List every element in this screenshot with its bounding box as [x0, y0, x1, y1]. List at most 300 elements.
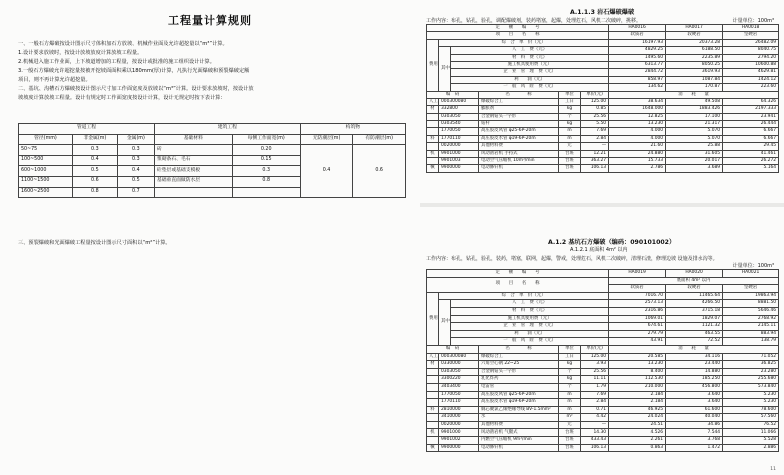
- table-row: [427, 330, 779, 338]
- table-row: [427, 368, 779, 376]
- res-price: 0.85: [581, 106, 609, 113]
- table-row: [427, 399, 779, 407]
- res-price: 106.13: [581, 444, 609, 452]
- res-category: 机: [427, 150, 439, 157]
- cost-value: 3619.93: [666, 69, 723, 76]
- res-qty: 15.733: [609, 158, 666, 165]
- res-category: 材: [427, 361, 439, 369]
- cost-value: 1121.32: [666, 323, 723, 331]
- rule-footnote: 三、预裂爆破和光面爆破工程量按设计图示尺寸面积以“m²”计算。: [18, 240, 171, 246]
- quota-table-2-body: [427, 270, 779, 452]
- res-category: 械: [427, 165, 439, 172]
- cost-value: 223.60: [723, 84, 779, 91]
- cost-value: 4266.50: [666, 300, 723, 308]
- th-res-code: 编 码: [427, 345, 479, 353]
- table-row: [427, 406, 779, 414]
- res-qty: 61.600: [666, 406, 723, 414]
- res-category: 材: [427, 106, 439, 113]
- res-unit: 个: [559, 368, 581, 376]
- table-row: [427, 69, 779, 76]
- res-qty: 24.880: [609, 150, 666, 157]
- cost-value: 883.94: [723, 330, 779, 338]
- res-category: [427, 143, 439, 150]
- res-qty: 1648.000: [609, 106, 666, 113]
- res-qty: 0.863: [609, 444, 666, 452]
- res-qty: 64.326: [723, 98, 779, 105]
- res-qty: 3.689: [666, 165, 723, 172]
- cost-label: 一 般 风 险 费（元）: [451, 84, 609, 91]
- res-qty: 6.667: [723, 135, 779, 142]
- res-category: [427, 391, 439, 399]
- cost-value: 138.79: [723, 338, 779, 346]
- res-unit: 工日: [559, 353, 581, 361]
- res-unit: 工日: [559, 98, 581, 105]
- res-price: 7.69: [581, 128, 609, 135]
- res-name: 乳化炸药: [479, 376, 559, 384]
- table-row: [427, 383, 779, 391]
- quota-code: HA0020: [666, 270, 723, 278]
- table-row: 1100~1500 0.6 0.5 基础垂直面做防水层 0.8: [19, 176, 406, 187]
- cost-value: 279.79: [609, 330, 666, 338]
- res-name: 铜芯聚氯乙烯绝缘导线 BV-1.5mm²: [479, 406, 559, 414]
- quota-code: HA0018: [723, 25, 779, 32]
- res-qty: 34.86: [666, 421, 723, 429]
- table-row: [427, 300, 779, 308]
- cost-label: 人 工 费（元）: [451, 300, 609, 308]
- cost-value: 6313.77: [609, 61, 666, 68]
- res-price: 2.84: [581, 135, 609, 142]
- page-title: 工程量计算规则: [168, 14, 252, 27]
- res-unit: m: [559, 128, 581, 135]
- res-qty: 21.60: [609, 143, 666, 150]
- res-qty: 5.528: [723, 437, 779, 445]
- res-qty: 5.164: [723, 165, 779, 172]
- th-nonmetal: 非金属(m): [72, 134, 117, 145]
- res-unit: m: [559, 391, 581, 399]
- section-1-unit: 计量单位：100m³: [732, 18, 774, 24]
- rule-para-4: 3.一般石方爆破允许超挖量按被开挖坡面面积乘以180mm(厚)计算，凡执行光面爆破和预裂爆破定额: [18, 68, 250, 74]
- res-name: 内燃空气压缩机 9m³/min: [479, 437, 559, 445]
- res-price: 12.21: [581, 150, 609, 157]
- cost-value: 463.55: [666, 330, 723, 338]
- res-category: [427, 128, 439, 135]
- table-row: [427, 361, 779, 369]
- res-unit: 个: [559, 383, 581, 391]
- res-qty: 3.640: [666, 391, 723, 399]
- cost-label: 材 料 费（元）: [451, 307, 609, 315]
- section-2-unit: 计量单位：100m³: [732, 263, 774, 269]
- res-name: 钻杆: [479, 121, 559, 128]
- res-code: 0303540: [439, 121, 479, 128]
- table-row: [427, 165, 779, 172]
- res-code: 0020000: [439, 143, 479, 150]
- quota-table-1: [426, 24, 779, 173]
- th-res-name: 名 称: [479, 345, 559, 353]
- res-qty: 185.250: [666, 376, 723, 384]
- res-qty: 2.184: [609, 399, 666, 407]
- res-name: 膨胀剂: [479, 106, 559, 113]
- res-unit: 元: [559, 143, 581, 150]
- th-res-qty: 消 耗 量: [609, 345, 779, 353]
- workface-width-table: [18, 123, 406, 198]
- cost-label: 一 般 风 险 费（元）: [451, 338, 609, 346]
- th-res-price: 单价(元): [581, 91, 609, 98]
- res-qty: 34.116: [666, 353, 723, 361]
- cost-label: 企 业 管 理 费（元）: [451, 323, 609, 331]
- res-qty: 78.600: [723, 406, 779, 414]
- cost-value: 1087.84: [666, 76, 723, 83]
- res-qty: 7.544: [666, 429, 723, 437]
- res-code: 1770110: [439, 399, 479, 407]
- table-row: [427, 414, 779, 422]
- section-2-sub: A.1.2.1 底面积 4m² 以内: [570, 247, 628, 253]
- res-qty: 38.634: [609, 98, 666, 105]
- table-row: [427, 91, 779, 98]
- res-qty: 11.066: [723, 429, 779, 437]
- res-qty: 2.184: [609, 391, 666, 399]
- res-name: 风动凿岩机 气腿式: [479, 429, 559, 437]
- res-qty: 14.880: [666, 368, 723, 376]
- res-price: 11.11: [581, 376, 609, 384]
- th-pipe: 管道工程: [19, 124, 155, 135]
- section-2-code: A.1.2 基坑石方爆破（编码：090101002）: [548, 239, 676, 246]
- res-qty: 2.786: [609, 165, 666, 172]
- res-category: 机: [427, 429, 439, 437]
- res-unit: 元: [559, 421, 581, 429]
- res-name: 合金钢钻头一字形: [479, 113, 559, 120]
- cost-value: 2145.11: [723, 323, 779, 331]
- item-name: 软质岩: [609, 32, 666, 39]
- res-name: 电动修钎机: [479, 444, 559, 452]
- cost-value: 8881.50: [723, 300, 779, 308]
- res-price: 125.00: [581, 353, 609, 361]
- rule-para-6: 二、基坑、沟槽石方爆破按设计图示尺寸加工作面宽度及放坡以“m³”计算。设计要求放坡时，按设计放: [18, 86, 254, 92]
- res-category: [427, 376, 439, 384]
- quota-table-2: [426, 269, 779, 452]
- table-row: 600~1000 0.5 0.4 砼垫层或基础支模板 0.3: [19, 166, 406, 177]
- res-qty: 13.230: [609, 361, 666, 369]
- quota-code: HA0017: [666, 25, 723, 32]
- cost-value: 10600.88: [723, 61, 779, 68]
- res-qty: 20.585: [609, 353, 666, 361]
- res-price: 14.30: [581, 429, 609, 437]
- section-1-code: A.1.1.3 岩石爆破爆破: [570, 9, 635, 16]
- res-qty: 2197.333: [723, 106, 779, 113]
- res-code: 9901003: [439, 158, 479, 165]
- th-item-name: 项 目 名 称: [427, 32, 609, 39]
- cost-value: 170.87: [666, 84, 723, 91]
- res-name: 电动空气压缩机 10m³/min: [479, 158, 559, 165]
- res-unit: kg: [559, 361, 581, 369]
- res-code: 1770050: [439, 128, 479, 135]
- res-category: 料: [427, 406, 439, 414]
- res-unit: kg: [559, 376, 581, 384]
- res-unit: 台班: [559, 444, 581, 452]
- side-in: 其中: [439, 47, 451, 91]
- res-code: 0330000: [439, 361, 479, 369]
- res-price: —: [581, 143, 609, 150]
- res-price: 0.71: [581, 406, 609, 414]
- page-number: 11: [770, 467, 776, 472]
- table-row: [427, 421, 779, 429]
- res-name: 风动凿岩机 手持式: [479, 150, 559, 157]
- cost-value: 1495.60: [609, 54, 666, 61]
- res-code: 3300220: [439, 376, 479, 384]
- res-category: 人工: [427, 353, 439, 361]
- res-qty: 17.100: [666, 113, 723, 120]
- res-name: 水: [479, 414, 559, 422]
- res-code: 0303050: [439, 113, 479, 120]
- total-label: 综 合 单 价（元）: [439, 39, 609, 46]
- res-qty: 23.280: [723, 368, 779, 376]
- total-value: 20373.28: [666, 39, 723, 46]
- rule-para-1: 一、一般石方爆破按设计图示尺寸体积加石方放坡、机械作业面及允许超挖量以“m³”计算。: [18, 41, 228, 47]
- res-category: [427, 399, 439, 407]
- res-category: 人工: [427, 98, 439, 105]
- section-2-content: 工作内容：布孔，钻孔，验孔，装药，堵塞，联网，起爆，警戒，处理危石，风机二次破碎，清理石渣，修理边坡 设施及排水沟等。: [426, 256, 718, 262]
- res-category: [427, 414, 439, 422]
- th-res-price: 单价(元): [581, 345, 609, 353]
- th-quota-code: 定 额 编 号: [427, 270, 609, 278]
- res-qty: 6.667: [723, 128, 779, 135]
- item-name: 坚硬岩: [723, 32, 779, 39]
- cost-label: 人 工 费（元）: [451, 47, 609, 54]
- table-row: [427, 150, 779, 157]
- res-qty: 1.472: [666, 444, 723, 452]
- res-code: 000300080: [439, 353, 479, 361]
- cost-label: 施工机具使用费（元）: [451, 315, 609, 323]
- res-code: 1770050: [439, 391, 479, 399]
- table-row: 100~500 0.4 0.3 浆砌条石、毛石 0.15: [19, 155, 406, 166]
- cost-value: 2768.92: [723, 315, 779, 323]
- res-price: 4.42: [581, 414, 609, 422]
- table-row: [427, 54, 779, 61]
- item-name: 较硬岩: [666, 285, 723, 293]
- cost-value: 4829.25: [609, 47, 666, 54]
- table-row: [427, 128, 779, 135]
- res-qty: 26.272: [723, 158, 779, 165]
- res-price: 3.93: [581, 361, 609, 369]
- cost-value: 2794.20: [723, 54, 779, 61]
- res-qty: 46.925: [609, 406, 666, 414]
- cost-label: 利 润（元）: [451, 76, 609, 83]
- res-qty: 112.530: [609, 376, 666, 384]
- res-code: 9901000: [439, 150, 479, 157]
- res-qty: 255.680: [723, 376, 779, 384]
- res-unit: 台班: [559, 158, 581, 165]
- table-row: [427, 121, 779, 128]
- res-qty: 3.640: [666, 399, 723, 407]
- table-row: [427, 444, 779, 452]
- res-qty: 12.825: [609, 113, 666, 120]
- res-name: 高压胶皮风管 φ25-6P-20m: [479, 128, 559, 135]
- res-price: 106.13: [581, 165, 609, 172]
- rules-text: [18, 40, 410, 103]
- res-name: 高压胶皮水管 φ19-6P-20m: [479, 399, 559, 407]
- cost-value: 6188.50: [666, 47, 723, 54]
- res-name: 其他材料费: [479, 143, 559, 150]
- cost-label: 企 业 管 理 费（元）: [451, 69, 609, 76]
- table-row: [427, 47, 779, 54]
- item-name: 软质岩: [609, 285, 666, 293]
- res-name: 合金钢钻头一字形: [479, 368, 559, 376]
- th-slope: 构筑物: [300, 124, 405, 135]
- res-qty: 5.230: [723, 399, 779, 407]
- res-price: 5.50: [581, 121, 609, 128]
- th-with-damp: 有防潮层(m): [353, 134, 406, 145]
- res-price: 7.69: [581, 391, 609, 399]
- res-qty: 76.52: [723, 421, 779, 429]
- res-unit: m: [559, 406, 581, 414]
- res-qty: 573.840: [723, 383, 779, 391]
- table-row: [427, 353, 779, 361]
- table-row: 50~75 0.3 0.3 砖 0.20 0.4 0.6: [19, 145, 406, 156]
- rule-para-7: 坡坡度计算放坡工程量。设计有规定时工作面宽度按设计计算，设计无规定时按下表计算：: [18, 95, 226, 101]
- table-row: [427, 39, 779, 46]
- res-code: 9900000: [439, 444, 479, 452]
- res-unit: 台班: [559, 429, 581, 437]
- quota-code: HA0019: [609, 270, 666, 278]
- res-qty: 4.526: [609, 429, 666, 437]
- res-code: 9901002: [439, 437, 479, 445]
- res-name: 电动修钎机: [479, 165, 559, 172]
- res-code: 0303050: [439, 368, 479, 376]
- cost-label: 材 料 费（元）: [451, 54, 609, 61]
- res-qty: 21.317: [666, 121, 723, 128]
- rule-para-3: 2.机械进入施工作业面，上下坡道增加的工程量，按设计或批准的施工组织设计计算。: [18, 59, 215, 65]
- res-qty: 4.000: [609, 135, 666, 142]
- res-qty: 3.768: [666, 437, 723, 445]
- res-qty: 40.040: [666, 414, 723, 422]
- cost-label: 利 润（元）: [451, 330, 609, 338]
- cost-value: 4629.81: [723, 69, 779, 76]
- th-base-material: 基础材料: [154, 134, 232, 145]
- res-price: 1.79: [581, 383, 609, 391]
- res-unit: m: [559, 135, 581, 142]
- res-category: [427, 158, 439, 165]
- res-code: 3403400: [439, 383, 479, 391]
- res-code: 0020000: [439, 421, 479, 429]
- th-quota-code: 定 额 编 号: [427, 25, 609, 32]
- side-fee: 费用: [427, 292, 439, 345]
- table-row: [427, 25, 779, 32]
- res-code: 2810000: [439, 406, 479, 414]
- section-1-content: 工作内容：布孔，钻孔，验孔，调配爆破剂，装药堵塞，起爆，处理危石，风机二次破碎，挑移。: [426, 18, 642, 24]
- cost-value: 674.61: [609, 323, 666, 331]
- res-category: [427, 121, 439, 128]
- table-row: [427, 98, 779, 105]
- res-unit: kg: [559, 121, 581, 128]
- res-qty: 5.070: [666, 135, 723, 142]
- res-qty: 210.000: [609, 383, 666, 391]
- res-category: [427, 421, 439, 429]
- res-name: 高压胶皮水管 φ19-6P-20m: [479, 135, 559, 142]
- th-res-unit: 单位: [559, 91, 581, 98]
- res-unit: 台班: [559, 437, 581, 445]
- total-value: 26482.09: [723, 39, 779, 46]
- cost-value: 2235.89: [666, 54, 723, 61]
- quota-code: HA0021: [723, 270, 779, 278]
- res-price: 125.00: [581, 98, 609, 105]
- th-pipe-dia: 管径(mm): [19, 134, 73, 145]
- res-name: 爆破综合工: [479, 98, 559, 105]
- res-qty: 29.45: [723, 143, 779, 150]
- cost-value: 858.97: [609, 76, 666, 83]
- res-qty: 25.88: [666, 143, 723, 150]
- th-item-name: 项 目 名 称: [427, 277, 609, 292]
- res-price: 433.43: [581, 437, 609, 445]
- res-qty: 23.941: [723, 113, 779, 120]
- res-unit: 个: [559, 113, 581, 120]
- res-code: 3410000: [439, 414, 479, 422]
- item-name: 较硬岩: [666, 32, 723, 39]
- res-category: [427, 383, 439, 391]
- cost-value: 43.91: [609, 338, 666, 346]
- res-qty: 23.440: [666, 361, 723, 369]
- cost-value: 8040.75: [723, 47, 779, 54]
- table-row: [427, 158, 779, 165]
- slope-with-damp: 0.6: [353, 145, 406, 198]
- table-row: [427, 113, 779, 120]
- res-qty: 41.461: [723, 150, 779, 157]
- quota-table-1-body: [427, 25, 779, 173]
- res-qty: 456.800: [666, 383, 723, 391]
- res-qty: 2.886: [723, 444, 779, 452]
- res-qty: 26.444: [723, 121, 779, 128]
- table-row: [427, 76, 779, 83]
- table-row: [427, 277, 779, 285]
- total-value: 11465.64: [666, 292, 723, 300]
- table-row: [427, 32, 779, 39]
- cost-value: 1424.12: [723, 76, 779, 83]
- cost-value: 5646.46: [723, 307, 779, 315]
- table-row: [427, 106, 779, 113]
- table-row: [427, 437, 779, 445]
- table-row: [427, 376, 779, 384]
- res-code: 9901000: [439, 429, 479, 437]
- rule-para-5: 项目，则不再计算允许超挖量。: [18, 77, 91, 83]
- res-qty: 24.024: [609, 414, 666, 422]
- th-res-unit: 单位: [559, 345, 581, 353]
- res-unit: kg: [559, 106, 581, 113]
- slope-no-damp: 0.4: [300, 145, 353, 198]
- table-row: [427, 391, 779, 399]
- res-code: 000300080: [439, 98, 479, 105]
- total-value: 7016.70: [609, 292, 666, 300]
- table-row: [427, 338, 779, 346]
- cost-value: 2844.72: [609, 69, 666, 76]
- side-in: 其中: [439, 300, 451, 346]
- res-unit: m³: [559, 414, 581, 422]
- res-qty: 36.825: [723, 361, 779, 369]
- res-name: 其他材料费: [479, 421, 559, 429]
- th-res-name: 名 称: [479, 91, 559, 98]
- table-row: 1600~2500 0.8 0.7: [19, 187, 406, 198]
- cost-label: 施工机具使用费（元）: [451, 61, 609, 68]
- item-name: 坚硬岩: [723, 285, 779, 293]
- res-qty: 57.560: [723, 414, 779, 422]
- res-price: 25.56: [581, 113, 609, 120]
- res-qty: 49.508: [666, 98, 723, 105]
- res-qty: 13.230: [609, 121, 666, 128]
- th-no-damp: 无防潮层(m): [300, 134, 353, 145]
- res-qty: 31.605: [666, 150, 723, 157]
- res-category: [427, 368, 439, 376]
- th-side-width: 每侧工作面宽(m): [232, 134, 300, 145]
- res-unit: 台班: [559, 150, 581, 157]
- res-category: [427, 113, 439, 120]
- table-row: [427, 429, 779, 437]
